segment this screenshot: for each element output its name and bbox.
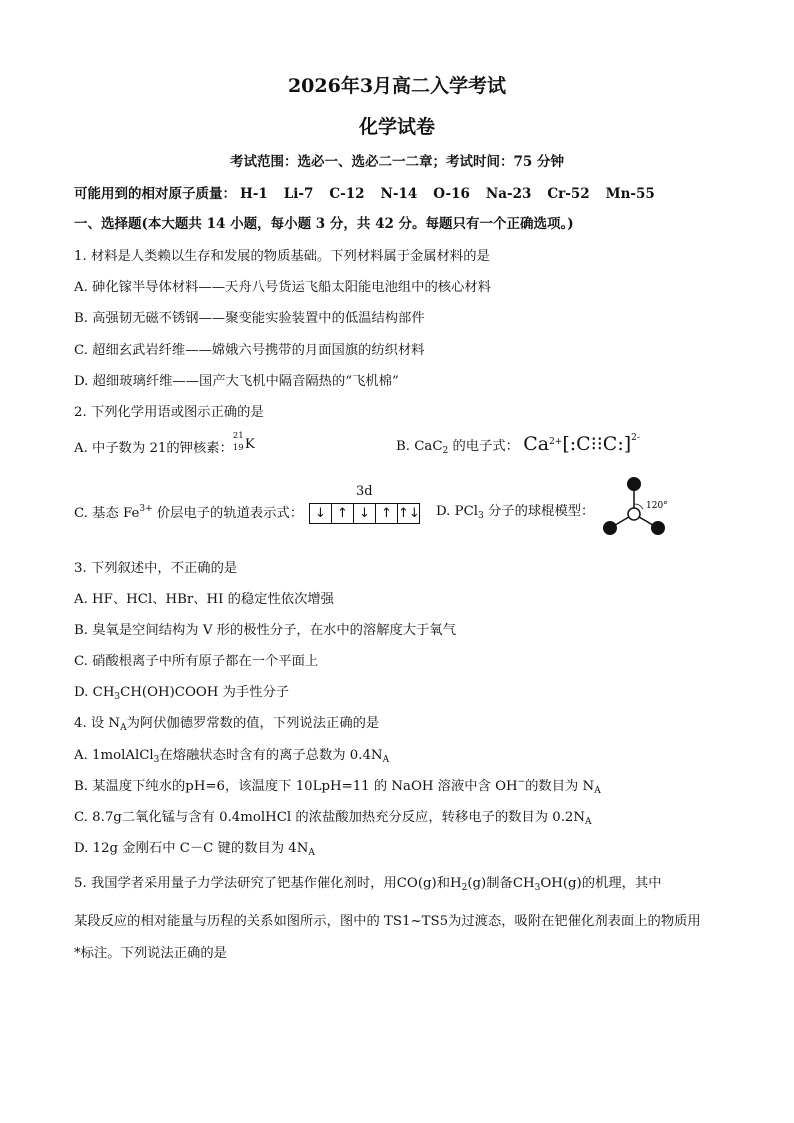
q2-c-text: C. 基态 Fe	[74, 506, 140, 521]
mass-item: N-14	[380, 186, 418, 202]
q4-d-sub: A	[308, 848, 315, 858]
q1-stem: 1. 材料是人类赖以生存和发展的物质基础。下列材料属于金属材料的是	[74, 249, 490, 264]
q4-c-pre: C. 8.7g二氧化锰与含有 0.4molHCl 的浓盐酸加热充分反应，转移电子的数目为 0.2N	[74, 810, 586, 825]
p-atom	[628, 508, 640, 520]
q5-l1-pre: 5. 我国学者采用量子力学法研究了钯基作催化剂时，用CO(g)和H	[74, 876, 462, 891]
q5-l1-sub: 2	[461, 883, 468, 893]
q2-option-b	[396, 433, 640, 456]
exam-scope: 考试范围：选必一、选必二一二章；考试时间：75 分钟	[230, 154, 564, 170]
q5-line-1	[74, 872, 662, 893]
carbide-anion: [:C⁝⁝C:]	[562, 433, 632, 455]
anion-charge: 2-	[631, 433, 640, 443]
orbital-box: ↑↓	[398, 506, 420, 521]
q4-option-c	[74, 806, 592, 827]
q4-option-b	[74, 775, 601, 796]
q3-option-d	[74, 681, 289, 702]
mass-item: Na-23	[485, 186, 532, 202]
mass-item: Li-7	[283, 186, 314, 202]
q4-c-sub: A	[585, 817, 592, 827]
cl-atom	[651, 521, 665, 535]
q2-d-text: D. PCl	[436, 504, 479, 519]
q5-l1-post: OH(g)的机理，其中	[540, 876, 662, 891]
ca-symbol: Ca	[523, 433, 550, 455]
q4-option-a	[74, 744, 389, 765]
q4-stem	[74, 712, 379, 733]
q2-b-sub: 2	[442, 446, 449, 456]
electron-formula	[523, 433, 640, 455]
q2-c-sup: 3+	[139, 504, 153, 514]
exam-subtitle: 化学试卷	[358, 116, 435, 138]
pcl3-ball-stick-model	[600, 474, 680, 540]
atomic-masses	[74, 182, 671, 202]
cl-atom	[603, 521, 617, 535]
mass-number: 21	[232, 431, 244, 441]
q4-a-mid: 在熔融状态时含有的离子总数为 0.4N	[159, 748, 383, 763]
q4-b-sup: −	[517, 777, 526, 787]
q3-stem: 3. 下列叙述中，不正确的是	[74, 561, 238, 576]
orbital-diagram	[309, 503, 420, 524]
q2-d-sub: 3	[478, 511, 484, 521]
q4-stem-sub: A	[120, 723, 127, 733]
section-title: 一、选择题(本大题共 14 小题，每小题 3 分，共 42 分。每题只有一个正确选项。)	[74, 216, 574, 232]
q3-option-c: C. 硝酸根离子中所有原子都在一个平面上	[74, 654, 319, 669]
q1-option-c: C. 超细玄武岩纤维——嫦娥六号携带的月面国旗的纺织材料	[74, 343, 425, 358]
orbital-box: ↓	[310, 504, 332, 523]
exam-title: 2026年3月高二入学考试	[287, 75, 507, 97]
mass-item: Cr-52	[547, 186, 590, 202]
mass-item: C-12	[329, 186, 365, 202]
q5-l1-sub2: 3	[534, 883, 541, 893]
q4-d-pre: D. 12g 金刚石中 C－C 键的数目为 4N	[74, 841, 309, 856]
q1-option-a: A. 砷化镓半导体材料——天舟八号货运飞船太阳能电池组中的核心材料	[74, 280, 491, 295]
q2-b-after: 的电子式：	[448, 439, 519, 454]
orbital-box: ↓	[354, 504, 376, 523]
q1-option-b: B. 高强韧无磁不锈钢——聚变能实验装置中的低温结构部件	[74, 311, 425, 326]
atomic-number: 19	[232, 443, 244, 453]
q3-d-pre: D. CH	[74, 685, 115, 700]
orbital-label: 3d	[356, 484, 373, 499]
q5-l1-mid: (g)制备CH	[467, 876, 535, 891]
q2-stem: 2. 下列化学用语或图示正确的是	[74, 405, 264, 420]
element-symbol: K	[244, 437, 255, 452]
q2-c-after: 价层电子的轨道表示式：	[152, 506, 304, 521]
q5-line-2: 某段反应的相对能量与历程的关系如图所示，图中的 TS1~TS5为过渡态，吸附在钯催化剂表面上的物质用	[74, 914, 701, 929]
q4-b-pre: B. 某温度下纯水的pH=6，该温度下 10LpH=11 的 NaOH 溶液中含 OH	[74, 779, 518, 794]
cl-atom	[627, 477, 641, 491]
orbital-box: ↑	[332, 504, 354, 523]
q4-a-pre: A. 1molAlCl	[74, 748, 154, 763]
q3-option-a: A. HF、HCl、HBr、HI 的稳定性依次增强	[74, 592, 334, 607]
q5-line-3: *标注。下列说法正确的是	[74, 946, 227, 961]
q2-option-a	[74, 431, 261, 456]
q4-b-mid: 的数目为 N	[525, 779, 595, 794]
q3-d-post: CH(OH)COOH 为手性分子	[120, 685, 290, 700]
q3-option-b: B. 臭氧是空间结构为 V 形的极性分子，在水中的溶解度大于氧气	[74, 623, 456, 638]
q2-a-text: A. 中子数为 21的钾核素：	[74, 441, 233, 456]
masses-label: 可能用到的相对原子质量：	[74, 186, 236, 202]
potassium-nuclide	[232, 431, 261, 455]
q2-option-d	[436, 500, 594, 521]
q4-a-sub1: 3	[153, 755, 160, 765]
q4-option-d	[74, 837, 315, 858]
q4-stem-pre: 4. 设 N	[74, 716, 121, 731]
bond-angle-label: 120°	[646, 501, 668, 511]
mass-item: H-1	[240, 186, 268, 202]
orbital-box: ↑	[376, 504, 398, 523]
q4-a-sub2: A	[382, 755, 390, 765]
q2-d-after: 分子的球棍模型：	[483, 504, 595, 519]
q4-stem-post: 为阿伏伽德罗常数的值，下列说法正确的是	[126, 716, 380, 731]
mass-item: Mn-55	[605, 186, 655, 202]
ca-charge: 2+	[549, 437, 563, 447]
mass-item: O-16	[433, 186, 470, 202]
q2-option-c	[74, 502, 303, 521]
q4-b-sub: A	[594, 786, 601, 796]
q1-option-d: D. 超细玻璃纤维——国产大飞机中隔音隔热的“飞机棉”	[74, 374, 399, 389]
q2-b-text: B. CaC	[396, 439, 443, 454]
q3-d-sub: 3	[114, 692, 121, 702]
